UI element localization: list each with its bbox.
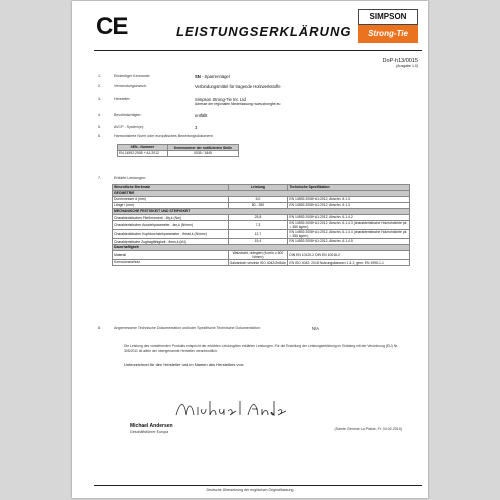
perf-cell-spec: EN 14592:2008+A1:2012, Abschn. 6.1.4.4 (charakteristische Holzrohdichte ρk = 350 kg/m³)	[288, 230, 410, 239]
perf-cell-feature: Charakteristischer Kopfdurchziehparameter - fhead,k (N/mm²)	[113, 230, 229, 239]
footer-note: Deutsche Übersetzung der englischen Originalfassung	[206, 488, 294, 492]
perf-section-label: MECHANISCHE FESTIGKEIT UND STEIFIGKEIT	[113, 209, 410, 215]
perf-row	[113, 221, 410, 230]
std-header-hen: hEN - Nummer	[118, 145, 168, 151]
perf-cell-performance: Walzdraht, unlegiert (fu,min ≥ 600 N/mm²)	[228, 251, 288, 260]
logo-bottom-text: Strong-Tie	[358, 25, 418, 43]
perf-cell-feature: Durchmesser d (mm)	[113, 197, 229, 203]
perf-header-performance: Leistung	[228, 185, 288, 191]
document-title: LEISTUNGSERKLÄRUNG	[176, 24, 352, 39]
perf-cell-performance: 25,8	[228, 215, 288, 221]
perf-cell-spec: DIN EN 10120-2 DIN EN 10016-2	[288, 251, 410, 260]
perf-header-spec: Technische Spezifikation	[288, 185, 410, 191]
logo-top-text: SIMPSON	[358, 9, 418, 25]
dop-edition: (Ausgabe 1.0)	[396, 64, 418, 68]
std-cell-body: 0035 / 1845	[167, 151, 238, 157]
perf-row	[113, 230, 410, 239]
standard-table	[117, 144, 239, 157]
ce-mark: CE	[96, 13, 128, 40]
perf-cell-performance: 6,0	[228, 197, 288, 203]
std-header-body: Kennnummer der notifizierten Stelle	[167, 145, 238, 151]
signer-role: Geschäftsführer Europa	[130, 430, 169, 434]
perf-cell-spec: EN 14592:2008+A1:2012, Abschn. 6.1.4.3 (charakteristische Holzrohdichte ρk = 350 kg/m³)	[288, 221, 410, 230]
perf-cell-spec: EN ISO 4042: 2018 Nutzungsklassen 1 & 2, gem. EN 1995-1-1	[288, 260, 410, 266]
perf-row	[113, 260, 410, 266]
signing-statement: Unterzeichnet für den Hersteller und im Namen des Herstellers von:	[124, 362, 245, 367]
dop-number: DoP-h13/0015 (Ausgabe 1.0)	[382, 58, 418, 68]
signer-name: Michael Andersen	[130, 423, 173, 429]
perf-cell-feature: Charakteristische Zugtragfähigkeit - ftens,k (kN)	[113, 239, 229, 245]
perf-cell-spec: EN 14592:2008+A1:2012, Abschn. 6.1.4.5	[288, 239, 410, 245]
footer-rule	[94, 485, 422, 486]
perf-cell-spec: EN 14592:2008+A1:2012, Abschn. 6.1.3	[288, 203, 410, 209]
perf-cell-feature: Charakteristischer Ausziehparameter - fax,k (N/mm²)	[113, 221, 229, 230]
perf-cell-feature: Charakteristisches Fließmoment - My,k (Nm)	[113, 215, 229, 221]
perf-cell-feature: Material	[113, 251, 229, 260]
performance-table	[112, 184, 410, 266]
simpson-logo	[358, 9, 418, 43]
perf-section-label: GEOMETRIE	[113, 191, 410, 197]
perf-cell-performance: 7,3	[228, 221, 288, 230]
perf-cell-performance: Galvanisch verzinkt ISO 4042/Zn8/An	[229, 260, 287, 265]
document-page: CE LEISTUNGSERKLÄRUNG SIMPSON Strong-Tie DoP-h13/0015 (Ausgabe 1.0) 1. Eindeutiger Kenncode: SN - Sparrennägel 2. Verwendungszweck: Verbindungsmittel für tragende Holzwerkstoffe 3. Hersteller: Simpson Strong-Tie Int. Ltd Adresse der regionalen Niederlassung: www.strongtie.eu 4. Bevollmächtigter: entfällt 5. AVCP - System(e): 3 6. Harmonisierte Norm oder europäisches Bewertungsdokument: hEN - Nummer Kennnummer der notifizierten Stelle EN 14592:2008 + A1:2012 0035 / 1845 7. Erklärte Leistungen: Wesentliche Merkmale Leistung Technische Spezifikation GEOMETRIE Durchmesser d (mm) 6,0 EN 14592:2008+A1:2012, Abschn. 6.1.3 Länge l (mm) 80 - 350 EN 14592:2008+A1:2012, Abschn. 6.1.3 MECHANISCHE FESTIGKEIT UND STEIFIGKEIT Charakteristisches Fließmoment - My,k (Nm) 25,8 EN 14592:2008+A1:2012, Abschn. 6.1.4.2 Charakteristischer Ausziehparameter - fax,k (N/mm²) 7,3 EN 14592:2008+A1:2012, Abschn. 6.1.4.3 (charakteristische Holzrohdichte ρk = 350 kg/m³) Charakteristischer Kopfdurchziehparameter - fhead,k (N/mm²) 12,7 EN 14592:2008+A1:2012, Abschn. 6.1.4.4 (charakteristische Holzrohdichte ρk = 350 kg/m³) Charakteristische Zugtragfähigkeit - ftens,k (kN) 19,4 EN 14592:2008+A1:2012, Abschn. 6.1.4.5 Dauerhaftigkeit Material Walzdraht, unlegiert (fu,min ≥ 600 N/mm²) DIN EN 10120-2 DIN EN 10016-2 Korrosionsschutz Galvanisch verzinkt ISO 4042/Zn8/An EN ISO 4042: 2018 Nutzungsklassen 1 & 2, gem. EN 1995-1-1 8. Angemessene Technische Dokumentation und/oder Spezifische Technische Dokumentation: N/A Die Leistung des vorstehenden Produkts entspricht der erklärten Leistung/den erklärten Leistungen. Für die Erstellung der Leistungserklärung im Einklang mit der Verordnung (EU) Nr. 305/2011 ist allein der obengenannte Hersteller verantwortlich. Unterzeichnet für den Hersteller und im Namen des Herstellers von: Michael Andersen Geschäftsführer Europa (Sainte Gemme La Plaine, Fr. 04.02.2019) Deutsche Übersetzung der englischen Originalfassung	[72, 1, 428, 498]
place-date: (Sainte Gemme La Plaine, Fr. 04.02.2019)	[334, 427, 402, 431]
header-rule	[94, 50, 422, 51]
perf-row	[113, 251, 410, 260]
perf-cell-performance: 19,4	[228, 239, 288, 245]
handwritten-signature	[172, 397, 292, 421]
perf-cell-performance: 80 - 350	[228, 203, 288, 209]
perf-cell-spec: EN 14592:2008+A1:2012, Abschn. 6.1.4.2	[288, 215, 410, 221]
perf-cell-performance: 12,7	[228, 230, 288, 239]
perf-cell-feature: Korrosionsschutz	[113, 260, 229, 266]
perf-cell-spec: EN 14592:2008+A1:2012, Abschn. 6.1.3	[288, 197, 410, 203]
perf-cell-feature: Länge l (mm)	[113, 203, 229, 209]
std-cell-hen: EN 14592:2008 + A1:2012	[118, 151, 168, 157]
declaration-paragraph: Die Leistung des vorstehenden Produkts entspricht der erklärten Leistung/den erklärten Leistungen. Für die Erstellung der Leistungserklärung im Einklang mit der Verordnung (EU) Nr. 305/2011 ist allein der obengenannte Hersteller verantwortlich.	[124, 344, 399, 353]
perf-section-label: Dauerhaftigkeit	[113, 245, 410, 251]
perf-header-feature: Wesentliche Merkmale	[113, 185, 229, 191]
